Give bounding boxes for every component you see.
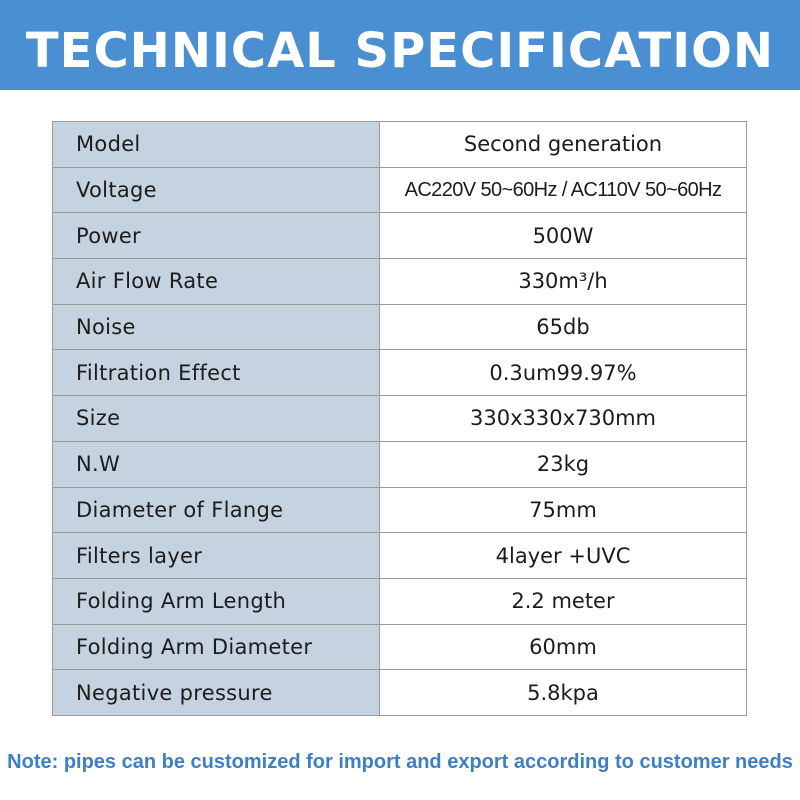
spec-value: 75mm (380, 487, 747, 533)
spec-value: Second generation (380, 122, 747, 168)
page-title: TECHNICAL SPECIFICATION (25, 23, 775, 79)
spec-label: Filtration Effect (53, 350, 380, 396)
spec-value: 330x330x730mm (380, 396, 747, 442)
spec-value: 60mm (380, 624, 747, 670)
spec-value: 2.2 meter (380, 578, 747, 624)
spec-label: Size (53, 396, 380, 442)
spec-row-net-weight (53, 441, 747, 487)
spec-row-negative-pressure (53, 670, 747, 716)
spec-label: Noise (53, 304, 380, 350)
spec-value: 330m³/h (380, 259, 747, 305)
spec-value: 4layer +UVC (380, 533, 747, 579)
spec-value: 23kg (380, 441, 747, 487)
spec-row-voltage (53, 167, 747, 213)
spec-row-arm-length (53, 578, 747, 624)
spec-row-air-flow-rate (53, 259, 747, 305)
spec-row-noise (53, 304, 747, 350)
spec-label: Negative pressure (53, 670, 380, 716)
spec-value: 500W (380, 213, 747, 259)
spec-label: Folding Arm Length (53, 578, 380, 624)
spec-label: Power (53, 213, 380, 259)
spec-label: N.W (53, 441, 380, 487)
spec-value: AC220V 50~60Hz / AC110V 50~60Hz (380, 167, 747, 213)
spec-row-size (53, 396, 747, 442)
spec-row-filters-layer (53, 533, 747, 579)
spec-value: 0.3um99.97% (380, 350, 747, 396)
spec-label: Filters layer (53, 533, 380, 579)
spec-label: Voltage (53, 167, 380, 213)
spec-row-arm-diameter (53, 624, 747, 670)
spec-row-flange-diameter (53, 487, 747, 533)
spec-row-power (53, 213, 747, 259)
spec-table (52, 121, 747, 716)
customization-note: Note: pipes can be customized for import and export according to customer needs (7, 751, 793, 773)
spec-label: Diameter of Flange (53, 487, 380, 533)
spec-label: Folding Arm Diameter (53, 624, 380, 670)
spec-value: 5.8kpa (380, 670, 747, 716)
spec-row-filtration-effect (53, 350, 747, 396)
title-banner (0, 0, 800, 90)
spec-label: Air Flow Rate (53, 259, 380, 305)
spec-label: Model (53, 122, 380, 168)
spec-row-model (53, 122, 747, 168)
spec-value: 65db (380, 304, 747, 350)
